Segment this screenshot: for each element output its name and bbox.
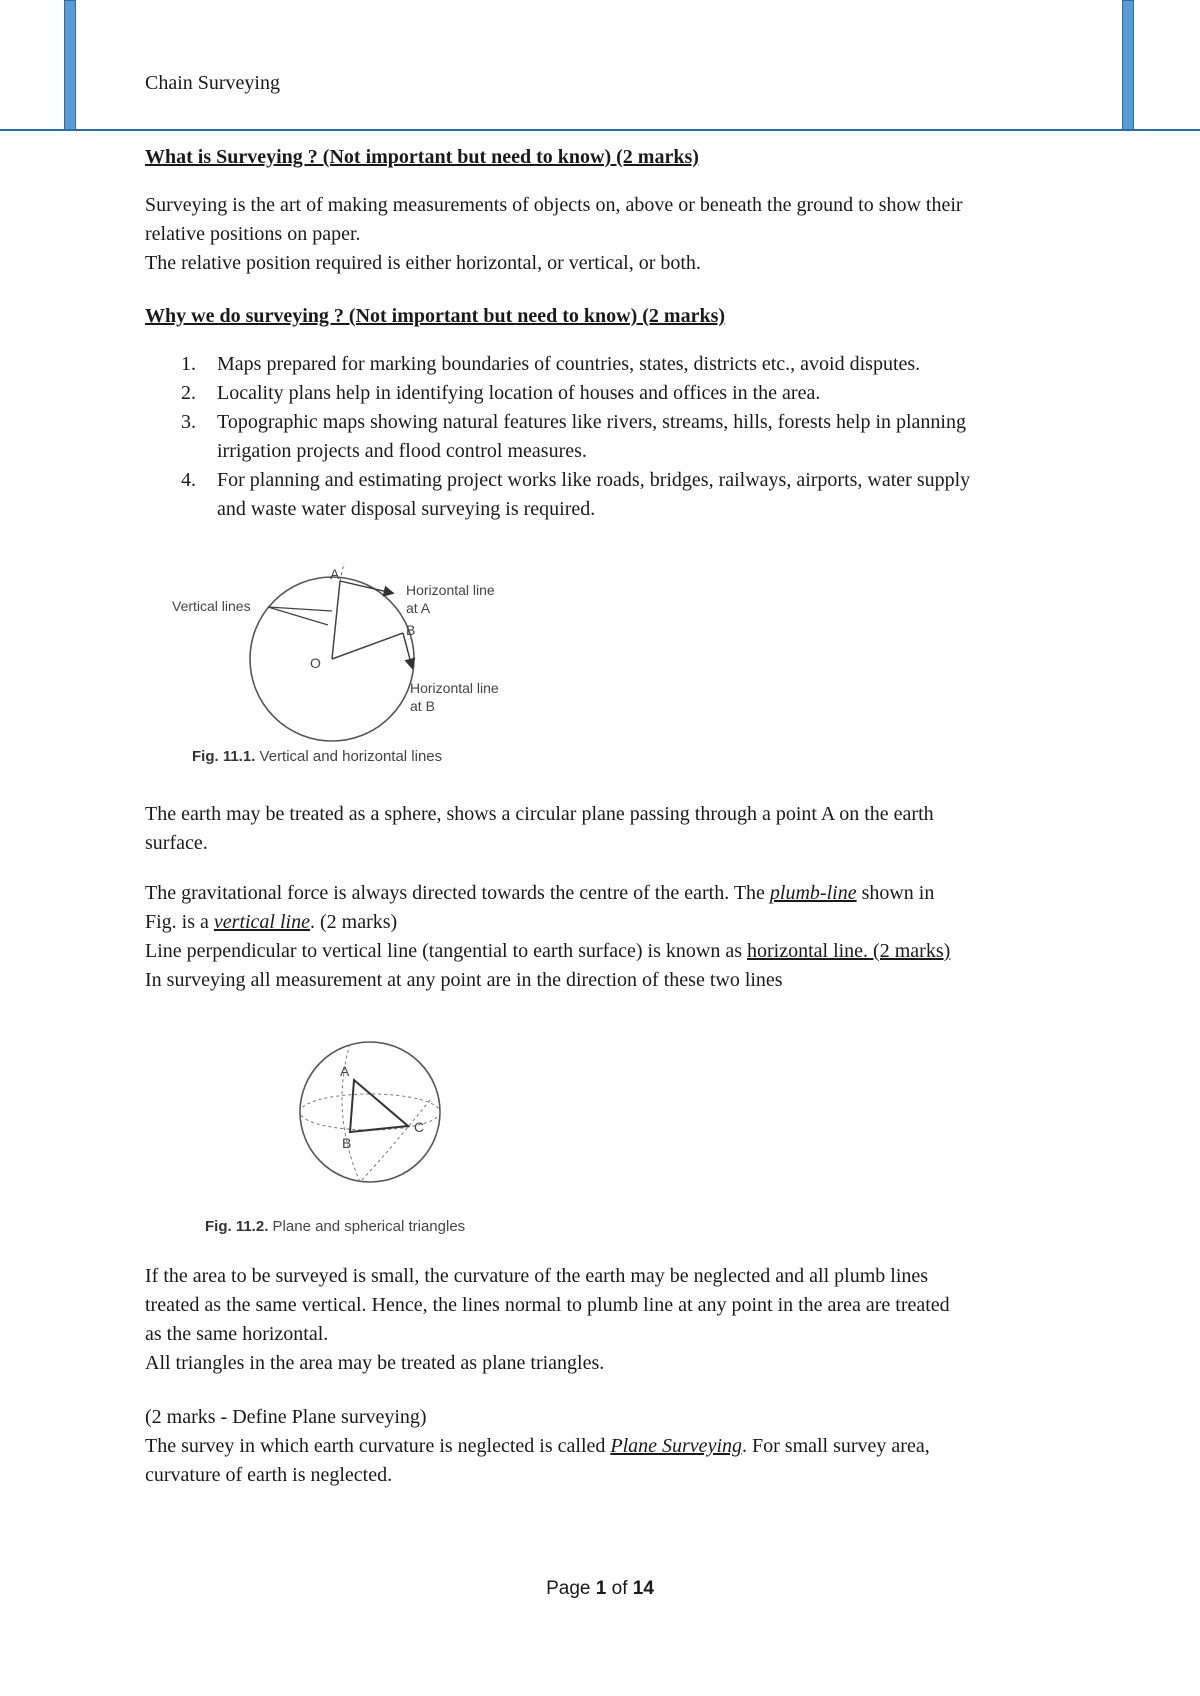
figure-caption-text: Plane and spherical triangles — [272, 1218, 466, 1235]
section-heading: Why we do surveying ? (Not important but need to know) (2 marks) — [145, 305, 726, 327]
figure-caption — [205, 1218, 465, 1235]
list-item — [145, 379, 1065, 408]
text-line: as the same horizontal. — [145, 1323, 329, 1345]
figure-number: Fig. 11.2. — [205, 1218, 269, 1235]
text-line: In surveying all measurement at any point are in the direction of these two lines — [145, 969, 783, 991]
list-text: Topographic maps showing natural features like rivers, streams, hills, forests help in planning — [217, 411, 966, 433]
list-number: 4. — [181, 469, 196, 491]
text-line: Line perpendicular to vertical line (tangential to earth surface) is known as horizontal line. (2 marks) — [145, 940, 951, 962]
header-rule — [0, 129, 1200, 131]
list-item — [145, 466, 1065, 524]
text-line: If the area to be surveyed is small, the curvature of the earth may be neglected and all plumb lines — [145, 1265, 929, 1287]
term-horizontal-line: horizontal line. (2 marks) — [746, 940, 951, 962]
section-what-is-surveying — [145, 143, 1065, 172]
page-footer: Page 1 of 14 — [546, 1578, 654, 1599]
term-vertical-line: vertical line — [213, 911, 310, 933]
horizontal-line-at-a — [340, 581, 392, 593]
text-line: Fig. is a vertical line. (2 marks) — [145, 911, 398, 933]
list-item — [145, 408, 1065, 466]
earth-sphere-paragraph — [145, 800, 1065, 858]
plane-surveying-definition — [145, 1403, 1065, 1490]
figure-diagram — [290, 1040, 460, 1190]
text-line: surface. — [145, 832, 208, 854]
plumb-line-paragraph — [145, 879, 1065, 995]
section-heading: What is Surveying ? (Not important but need to know) (2 marks) — [145, 146, 699, 168]
text-line: The survey in which earth curvature is neglected is called Plane Surveying. For small survey area, — [145, 1435, 930, 1457]
page-number: 1 — [595, 1578, 607, 1599]
figure-diagram — [160, 555, 540, 765]
page-total: 14 — [632, 1578, 654, 1599]
text-line: (2 marks - Define Plane surveying) — [145, 1406, 427, 1428]
list-number: 2. — [181, 382, 196, 404]
list-text: Maps prepared for marking boundaries of countries, states, districts etc., avoid disputes. — [217, 353, 921, 375]
text-line: The earth may be treated as a sphere, shows a circular plane passing through a point A on the earth — [145, 803, 934, 825]
text-line: relative positions on paper. — [145, 223, 361, 245]
list-item — [145, 350, 1065, 379]
figure-number: Fig. 11.1. — [192, 748, 256, 765]
small-area-paragraph — [145, 1262, 1065, 1378]
label-a: A — [340, 1063, 350, 1079]
list-text: For planning and estimating project works like roads, bridges, railways, airports, water supply — [217, 469, 971, 491]
text-line: All triangles in the area may be treated as plane triangles. — [145, 1352, 605, 1374]
sphere-outline — [300, 1042, 440, 1182]
list-number: 1. — [181, 353, 196, 375]
definition-paragraph — [145, 191, 1065, 278]
text-line: Surveying is the art of making measurements of objects on, above or beneath the ground to show their — [145, 194, 963, 216]
text-line: treated as the same vertical. Hence, the lines normal to plumb line at any point in the area are treated — [145, 1294, 950, 1316]
text-line: The relative position required is either horizontal, or vertical, or both. — [145, 252, 701, 274]
text-line: The gravitational force is always directed towards the centre of the earth. The plumb-line shown in — [145, 882, 935, 904]
label-a: A — [330, 566, 340, 582]
label-horizontal-line-a: Horizontal line — [406, 582, 495, 598]
label-horizontal-line-b: Horizontal line — [410, 680, 499, 696]
label-o: O — [310, 655, 321, 671]
plane-triangle — [350, 1080, 408, 1132]
vertical-line-oa — [332, 581, 340, 659]
list-text: Locality plans help in identifying location of houses and offices in the area. — [217, 382, 821, 404]
label-b: B — [406, 622, 416, 638]
list-number: 3. — [181, 411, 196, 433]
label-vertical-lines: Vertical lines — [172, 598, 251, 614]
term-plane-surveying: Plane Surveying — [610, 1435, 742, 1457]
list-text: and waste water disposal surveying is required. — [217, 498, 596, 520]
figure-plane-spherical-triangles — [290, 1040, 460, 1190]
text-line: curvature of earth is neglected. — [145, 1464, 393, 1486]
label-b: B — [342, 1135, 352, 1151]
label-c: C — [414, 1119, 425, 1135]
header-accent-bar-right — [1122, 0, 1134, 130]
label-at-a: at A — [406, 600, 431, 616]
label-at-b: at B — [410, 698, 435, 714]
term-plumb-line: plumb-line — [769, 882, 857, 904]
header-accent-bar-left — [64, 0, 76, 130]
running-header-title: Chain Surveying — [145, 72, 280, 94]
figure-vertical-horizontal-lines — [160, 555, 540, 765]
figure-caption — [192, 748, 442, 765]
list-text: irrigation projects and flood control measures. — [217, 440, 587, 462]
great-circle-arc — [360, 1100, 430, 1182]
figure-caption-text: Vertical and horizontal lines — [259, 748, 443, 765]
vertical-line-ob — [332, 633, 403, 659]
reasons-list — [145, 350, 1065, 524]
section-why-surveying — [145, 302, 1065, 331]
